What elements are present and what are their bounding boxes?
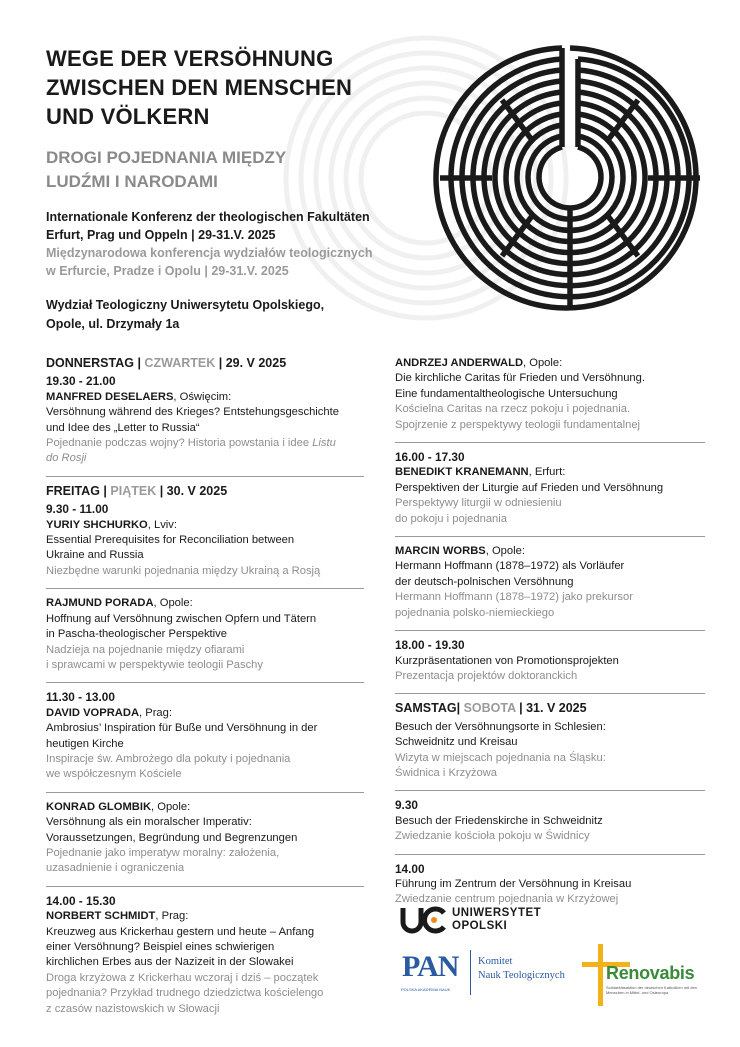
title-line: WEGE DER VERSÖHNUNG [46,46,334,71]
main-title [46,44,406,131]
intro-de-line: Erfurt, Prag und Oppeln | 29-31.V. 2025 [46,228,276,242]
divider [46,682,364,683]
uo-logo-icon [400,905,448,935]
renovabis-cross-icon [598,944,603,1006]
venue [46,296,376,334]
talk-kranemann: BENEDIKT KRANEMANN, Erfurt: Perspektiven der Liturgie auf Frieden und Versöhnung Perspektywy liturgii w odniesieniu do pokoju i pojednania [395,466,664,525]
komitet-text: Komitet Nauk Teologicznych [478,956,565,981]
time-slot: 16.00 - 17.30 [395,450,465,465]
labyrinth-graphic [432,40,708,316]
title-line: ZWISCHEN DEN MENSCHEN [46,75,353,100]
talk-schmidt: NORBERT SCHMIDT, Prag: Kreuzweg aus Krickerhau gestern und heute – Anfang einer Versöhnung? Beispiel eines schwierigen kirchlichen Erbes aus der Nazizeit in der Slowakei Droga krzyżowa z Krickerhau wczoraj i dziś – początek pojednania? Przykład trudnego dziedzictwa kościelengo z czasów nazistowskich w Słowacji [46,910,324,1015]
divider [395,854,705,855]
divider [395,693,705,694]
day-heading-friday: FREITAG | PIĄTEK | 30. V 2025 [46,483,228,498]
renovabis-sub: Solidaritätsaktion der deutschen Katholiken mit den Menschen in Mittel- und Osteuropa [606,985,697,995]
polish-title [46,146,366,194]
divider [46,886,364,887]
subtitle-line: DROGI POJEDNANIA MIĘDZY [46,148,287,167]
talk-visit-silesia: Besuch der Versöhnungsorte in Schlesien: Schweidnitz und Kreisau Wizyta w miejscach pojednania na Śląsku: Świdnica i Krzyżowa [395,720,606,779]
time-slot: 9.30 [395,798,418,813]
intro-pl-line: Międzynarodowa konferencja wydziałów teologicznych [46,246,373,260]
talk-deselaers: MANFRED DESELAERS, Oświęcim: Versöhnung während des Krieges? Entstehungsgeschichte und Idee des „Letter to Russia“ Pojednanie podczas wojny? Historia powstania i idee Listu do Rosji [46,390,339,465]
program-right-column [395,356,705,917]
time-slot: 14.00 [395,861,425,876]
talk-kreisau: Führung im Zentrum der Versöhnung in Kreisau Zwiedzanie centrum pojednania w Krzyżowej [395,877,632,906]
divider [46,588,364,589]
time-slot: 19.30 - 21.00 [46,374,116,389]
divider [395,442,705,443]
talk-promotion: Kurzpräsentationen von Promotionsprojekten Prezentacja projektów doktoranckich [395,654,619,682]
talk-porada: RAJMUND PORADA, Opole: Hoffnung auf Versöhnung zwischen Opfern und Tätern in Pascha-theologischer Perspektive Nadzieja na pojednanie między ofiarami i sprawcami w perspektywie teologii Paschy [46,597,317,671]
program-left-column [46,356,364,1026]
time-slot: 14.00 - 15.30 [46,893,116,908]
day-heading-saturday: SAMSTAG| SOBOTA | 31. V 2025 [395,701,587,716]
intro-pl-line: w Erfurcie, Pradze i Opolu | 29-31.V. 2025 [46,264,289,278]
time-slot: 9.30 - 11.00 [46,502,109,517]
title-line: UND VÖLKERN [46,104,210,129]
talk-glombik: KONRAD GLOMBIK, Opole: Versöhnung als ein moralscher Imperativ: Voraussetzungen, Begründung und Begrenzungen Pojednanie jako imperatyw moralny: założenia, uzasadnienie i ograniczenia [46,800,298,875]
uo-logo-text: UNIWERSYTET OPOLSKI [452,907,542,932]
talk-voprada: DAVID VOPRADA, Prag: Ambrosius’ Inspiration für Buße und Versöhnung in der heutigen Kirche Inspiracje św. Ambrożego dla pokuty i pojednania we współczesnym Kościele [46,706,318,781]
talk-anderwald: ANDRZEJ ANDERWALD, Opole: Die kirchliche Caritas für Frieden und Versöhnung. Eine fundamentaltheologische Untersuchung Kościelna Caritas na rzecz pokoju i pojednania. Spojrzenie z perspektywy teologii fundamentalnej [395,357,645,431]
subtitle-line: LUDŹMI I NARODAMI [46,172,218,191]
divider [395,536,705,537]
day-heading-thursday: DONNERSTAG | CZWARTEK | 29. V 2025 [46,356,287,370]
pan-logo: PAN [402,950,459,983]
divider [395,630,705,631]
talk-friedenskirche: Besuch der Friedenskirche in Schweidnitz Zwiedzanie kościoła pokoju w Świdnicy [395,814,603,843]
talk-worbs: MARCIN WORBS, Opole: Hermann Hoffmann (1878–1972) als Vorläufer der deutsch-polnischen Versöhnung Hermann Hoffmann (1878–1972) jako prekursor pojednania polsko-niemieckiego [395,545,633,619]
venue-line: Wydział Teologiczny Uniwersytetu Opolskiego, [46,298,325,312]
talk-shchurko: YURIY SHCHURKO, Lviv: Essential Prerequisites for Reconciliation between Ukraine and Russia Niezbędne warunki pojednania między Ukrainą a Rosją [46,518,321,577]
conference-intro [46,208,426,280]
renovabis-logo: Renovabis [606,963,695,983]
divider [46,476,364,477]
venue-line: Opole, ul. Drzymały 1a [46,317,180,331]
time-slot: 11.30 - 13.00 [46,690,115,705]
divider [46,792,364,793]
time-slot: 18.00 - 19.30 [395,638,465,653]
divider [395,790,705,791]
pan-logo-sub: POLSKA AKADEMIA NAUK [401,987,451,992]
intro-de-line: Internationale Konferenz der theologischen Fakultäten [46,210,370,224]
pan-divider [470,950,471,995]
